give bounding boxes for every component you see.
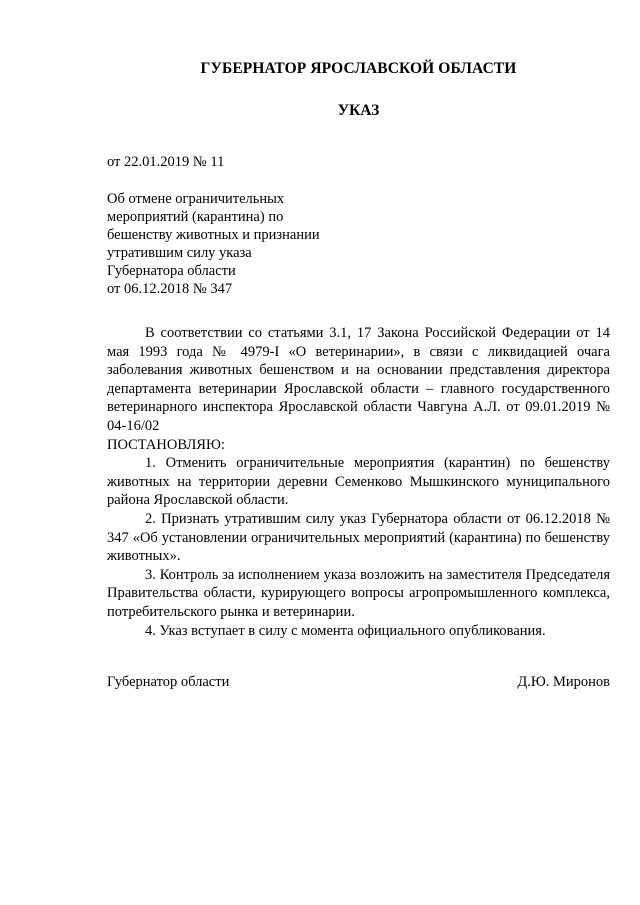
subject-line: Об отмене ограничительных (107, 191, 285, 207)
subject-line: утратившим силу указа (107, 245, 252, 261)
signatory-position: Губернатор области (107, 674, 230, 690)
subject-line: от 06.12.2018 № 347 (107, 281, 233, 297)
preamble-paragraph: В соответствии со статьями 3.1, 17 Закона Российской Федерации от 14 мая 1993 года № 4979-I «О ветеринарии», в связи с ликвидацией очага заболевания животных бешенством и на основании представления директора департамента ветеринарии Ярославской области – главного государственного ветеринарного инспектора Ярославской области Чавгуна А.Л. от 09.01.2019 № 04-16/02 (107, 325, 610, 434)
document-type: УКАЗ (337, 102, 380, 119)
subject-line: мероприятий (карантина) по (107, 209, 284, 225)
decree-word: ПОСТАНОВЛЯЮ: (107, 436, 225, 453)
document-body (107, 324, 610, 640)
decree-item: 3. Контроль за исполнением указа возложить на заместителя Председателя Правительства области, курирующего вопросы агропромышленного комплекса, потребительского рынка и ветеринарии. (107, 566, 610, 620)
decree-item: 1. Отменить ограничительные мероприятия (карантин) по бешенству животных на территории деревни Семенково Мышкинского муниципального района Ярославской области. (107, 455, 610, 509)
subject-line: бешенству животных и признании (107, 227, 320, 243)
signatory-name: Д.Ю. Миронов (517, 674, 610, 690)
decree-item: 2. Признать утратившим силу указ Губернатора области от 06.12.2018 № 347 «Об установлении ограничительных мероприятий (карантина) по бешенству животных». (107, 510, 610, 565)
document-date-number: от 22.01.2019 № 11 (107, 154, 225, 170)
subject-line: Губернатора области (107, 263, 236, 279)
signature-block (107, 674, 610, 691)
decree-item: 4. Указ вступает в силу с момента официального опубликования. (145, 622, 546, 639)
issuer-title: ГУБЕРНАТОР ЯРОСЛАВСКОЙ ОБЛАСТИ (200, 60, 517, 77)
document-subject (107, 190, 320, 298)
